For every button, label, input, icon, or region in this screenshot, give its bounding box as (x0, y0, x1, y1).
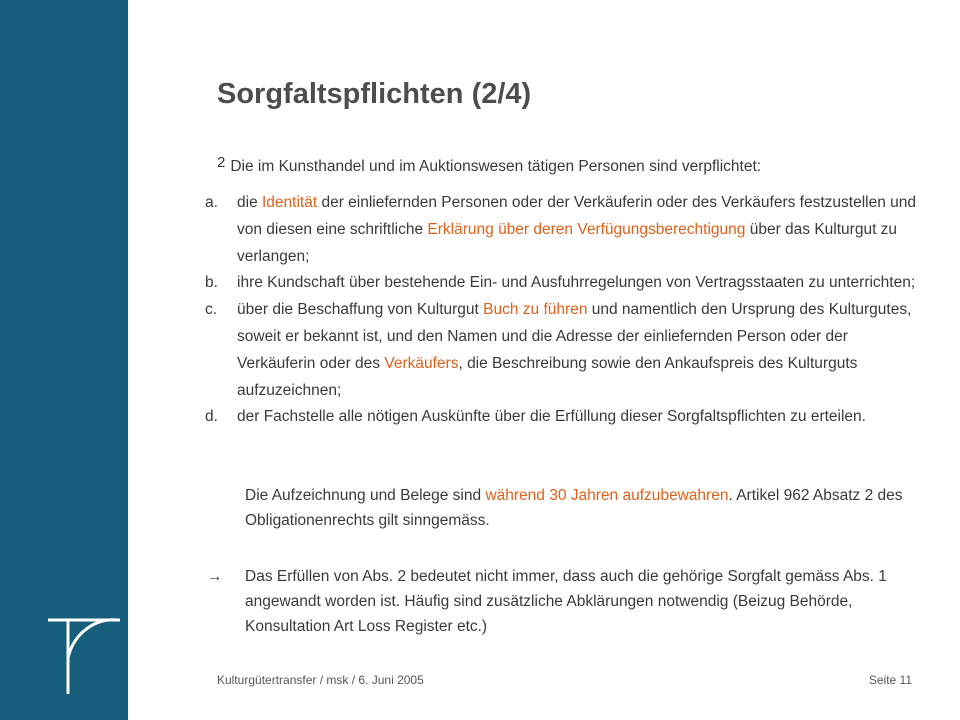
highlight-identitaet: Identität (262, 194, 318, 211)
list-marker: c. (205, 301, 218, 319)
note-text: Die Aufzeichnung und Belege sind (245, 487, 486, 504)
text-segment: ihre Kundschaft über bestehende Ein- und Ausfuhrregelungen von Vertragsstaaten zu unterrichten; (237, 274, 916, 292)
arrow-right-icon: → (207, 568, 223, 585)
gamma-logo-icon (0, 600, 128, 700)
highlight-erklaerung: Erklärung über deren Verfügungsberechtigung (427, 220, 746, 238)
list-marker: a. (205, 194, 218, 211)
list-marker: b. (205, 274, 218, 292)
arrow-note-text: Das Erfüllen von Abs. 2 bedeutet nicht immer, dass auch die gehörige Sorgfalt gemäss Abs. 1 angewandt worden ist. Häufig sind zusätzliche Abklärungen notwendig (Beizug Behörde, Konsultation Art Loss Register etc.) (245, 568, 887, 635)
intro-text: Die im Kunsthandel und im Auktionswesen tätigen Personen sind verpflichtet: (230, 158, 762, 175)
list-marker: d. (205, 408, 218, 426)
text-segment: die (237, 194, 262, 211)
page-number: Seite 11 (868, 673, 912, 687)
highlight-verkaeufers: Verkäufers (384, 354, 459, 372)
arrow-note (207, 564, 927, 639)
slide-title: Sorgfaltspflichten (2/4) (217, 78, 532, 110)
text-segment: über die Beschaffung von Kulturgut (237, 301, 484, 319)
list-item (205, 270, 920, 297)
list-item (205, 297, 920, 404)
footer-source: Kulturgütertransfer / msk / 6. Juni 2005 (217, 673, 424, 687)
sidebar-band (0, 0, 128, 720)
note-text: . Artikel 962 Absatz 2 des Obligationenrechts gilt sinngemäss. (245, 487, 903, 529)
text-segment: , die Beschreibung sowie den Ankaufspreis des Kulturguts aufzuzeichnen; (237, 354, 858, 399)
list-item (205, 190, 920, 270)
list-item-text (237, 404, 920, 431)
highlight-buch: Buch zu führen (483, 301, 588, 319)
paragraph-number: 2 (217, 154, 226, 171)
text-segment: der Fachstelle alle nötigen Auskünfte über die Erfüllung dieser Sorgfaltspflichten zu erteilen. (237, 408, 866, 426)
intro-paragraph (217, 154, 917, 176)
text-segment: über das Kulturgut zu verlangen; (237, 220, 898, 265)
text-segment: der einliefernden Personen oder der Verkäuferin oder des Verkäufers festzustellen und von diesen eine schriftliche (237, 194, 917, 238)
list-item-text (237, 190, 920, 270)
obligation-list (205, 190, 920, 431)
list-item-text (237, 270, 920, 297)
list-item-text (237, 297, 920, 404)
text-segment: und namentlich den Ursprung des Kulturgutes, soweit er bekannt ist, und den Namen und die Adresse der einliefernden Person oder der Verkäuferin oder des (237, 301, 912, 372)
highlight-aufbewahren: während 30 Jahren aufzubewahren (485, 487, 729, 504)
list-item (205, 404, 920, 431)
retention-note (245, 483, 925, 533)
